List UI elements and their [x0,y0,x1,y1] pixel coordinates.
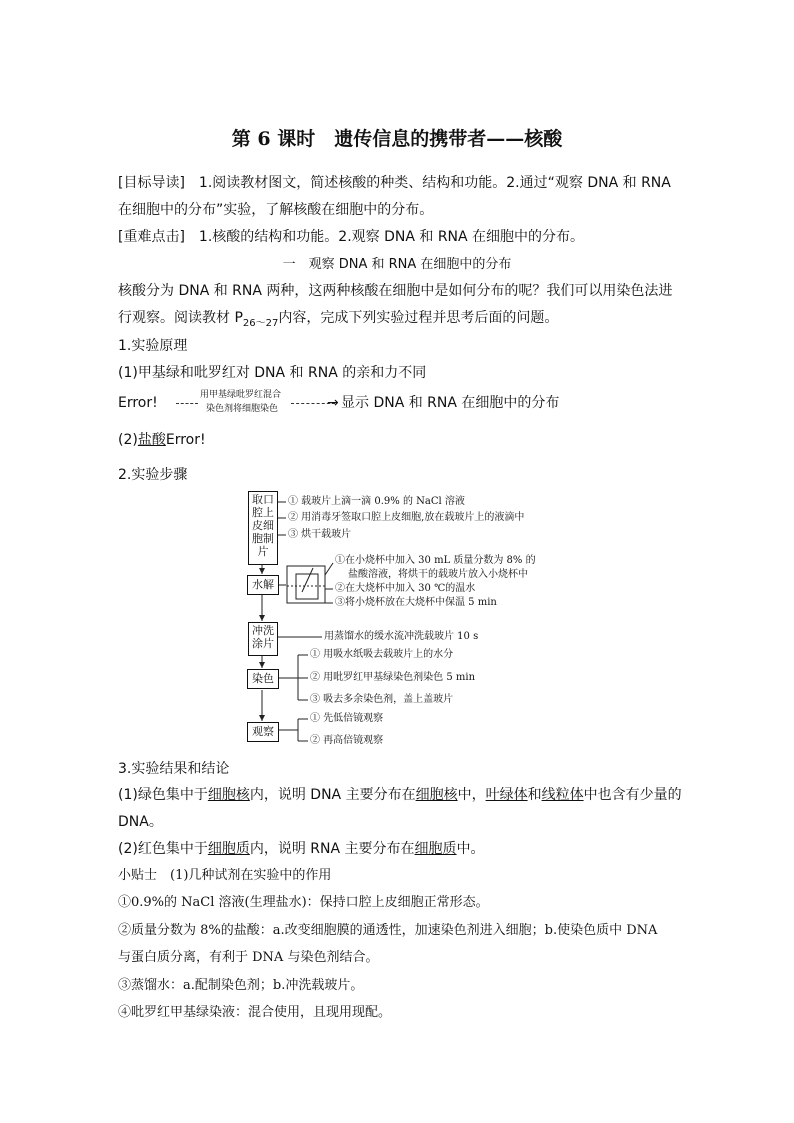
principle-heading: 1.实验原理 [118,338,188,354]
tip-1: ①0.9%的 NaCl 溶液(生理盐水)：保持口腔上皮细胞正常形态。 [118,895,489,910]
r2-a: (2)红色集中于 [118,841,208,857]
result-1 [118,786,682,804]
r2-cytoplasm: 细胞质 [207,841,250,857]
goals-line-2: 在细胞中的分布”实验，了解核酸在细胞中的分布。 [118,202,434,218]
results-heading: 3.实验结果和结论 [118,761,230,777]
r1-b: 内，说明 DNA 主要分布在 [249,787,416,803]
principle-error-1: Error! [118,395,158,411]
intro-line-1: 核酸分为 DNA 和 RNA 两种，这两种核酸在细胞中是如何分布的呢？我们可以用染色法进 [118,283,673,299]
r1-d: 和 [527,787,542,803]
r2-b: 内，说明 RNA 主要分布在 [249,841,415,857]
page-title: 第 6 课时 遗传信息的携带者——核酸 [231,128,563,150]
observe-step-2: ② 再高倍镜观察 [310,735,384,746]
stain-step-3: ③ 吸去多余染色剂，盖上盖玻片 [310,694,454,705]
r1-e: 中也含有少量的 [583,787,682,803]
step-box-rinse: 冲洗涂片 [248,622,278,656]
goals-line-1: [目标导读] 1.阅读教材图文，简述核酸的种类、结构和功能。2.通过“观察 DNA 和 RNA [118,175,671,191]
steps-heading: 2.实验步骤 [118,467,188,483]
r1-nucleus: 细胞核 [207,787,250,803]
result-2 [118,840,485,858]
r2-cytoplasm-2: 细胞质 [414,841,457,857]
stain-step-2: ② 用吡罗红甲基绿染色剂染色 5 min [310,672,476,683]
hydro-step-1: ①在小烧杯中加入 30 mL 质量分数为 8% 的 [335,555,536,566]
principle-result: 显示 DNA 和 RNA 在细胞中的分布 [341,395,560,411]
hydro-step-3: ③将小烧杯放在大烧杯中保温 5 min [335,597,497,608]
r1-nucleus-2: 细胞核 [415,787,458,803]
hydro-step-2: ②在大烧杯中加入 30 ℃的温水 [335,583,476,594]
r1-mitochondria: 线粒体 [541,787,584,803]
r1-c: 中， [457,787,486,803]
section-heading: 一 观察 DNA 和 RNA 在细胞中的分布 [282,257,512,272]
arrow-label-top: 用甲基绿吡罗红混合 [200,390,282,400]
key-points: [重难点击] 1.核酸的结构和功能。2.观察 DNA 和 RNA 在细胞中的分布。 [118,229,585,245]
stain-step-1: ① 用吸水纸吸去载玻片上的水分 [310,649,454,660]
r1-chloroplast: 叶绿体 [485,787,528,803]
intro-page-range: 26～27 [242,317,279,329]
rinse-step: 用蒸馏水的缓水流冲洗载玻片 10 s [324,631,479,642]
r2-c: 中。 [456,841,485,857]
item2-error: Error! [165,432,206,448]
prep-step-3: ③ 烘干载玻片 [288,529,352,540]
intro-text-a: 行观察。阅读教材 P [118,310,243,326]
step-box-observe: 观察 [247,722,279,742]
arrow-head-icon: → [327,395,339,411]
item2-hcl: 盐酸 [137,432,166,448]
step-box-hydrolysis: 水解 [247,575,279,595]
prep-step-1: ① 载玻片上滴一滴 0.9% 的 NaCl 溶液 [288,496,465,507]
principle-item-1: (1)甲基绿和吡罗红对 DNA 和 RNA 的亲和力不同 [118,365,427,381]
hydro-step-1b: 盐酸溶液，将烘干的载玻片放入小烧杯中 [348,569,528,580]
intro-text-b: 内容，完成下列实验过程并思考后面的问题。 [278,310,559,326]
r1-a: (1)绿色集中于 [118,787,208,803]
arrow-label-bottom: 染色剂将细胞染色 [206,404,279,414]
prep-step-2: ② 用消毒牙签取口腔上皮细胞,放在载玻片上的液滴中 [288,512,525,523]
item2-prefix: (2) [118,432,138,448]
observe-step-1: ① 先低倍镜观察 [310,713,384,724]
tip-3: ③蒸馏水：a.配制染色剂；b.冲洗载玻片。 [118,978,364,993]
step-box-prep: 取口腔上皮细胞制片 [248,491,278,565]
tip-4: ④吡罗红甲基绿染液：混合使用，且现用现配。 [118,1005,392,1020]
tips-heading: 小贴士 (1)几种试剂在实验中的作用 [118,868,332,883]
tip-2-line-1: ②质量分数为 8%的盐酸：a.改变细胞膜的通透性，加速染色剂进入细胞；b.使染色质中 DNA [118,923,658,938]
result-1-line-2: DNA。 [118,814,163,830]
tip-2-line-2: 与蛋白质分离，有利于 DNA 与染色剂结合。 [118,950,379,965]
step-box-stain: 染色 [247,669,279,689]
